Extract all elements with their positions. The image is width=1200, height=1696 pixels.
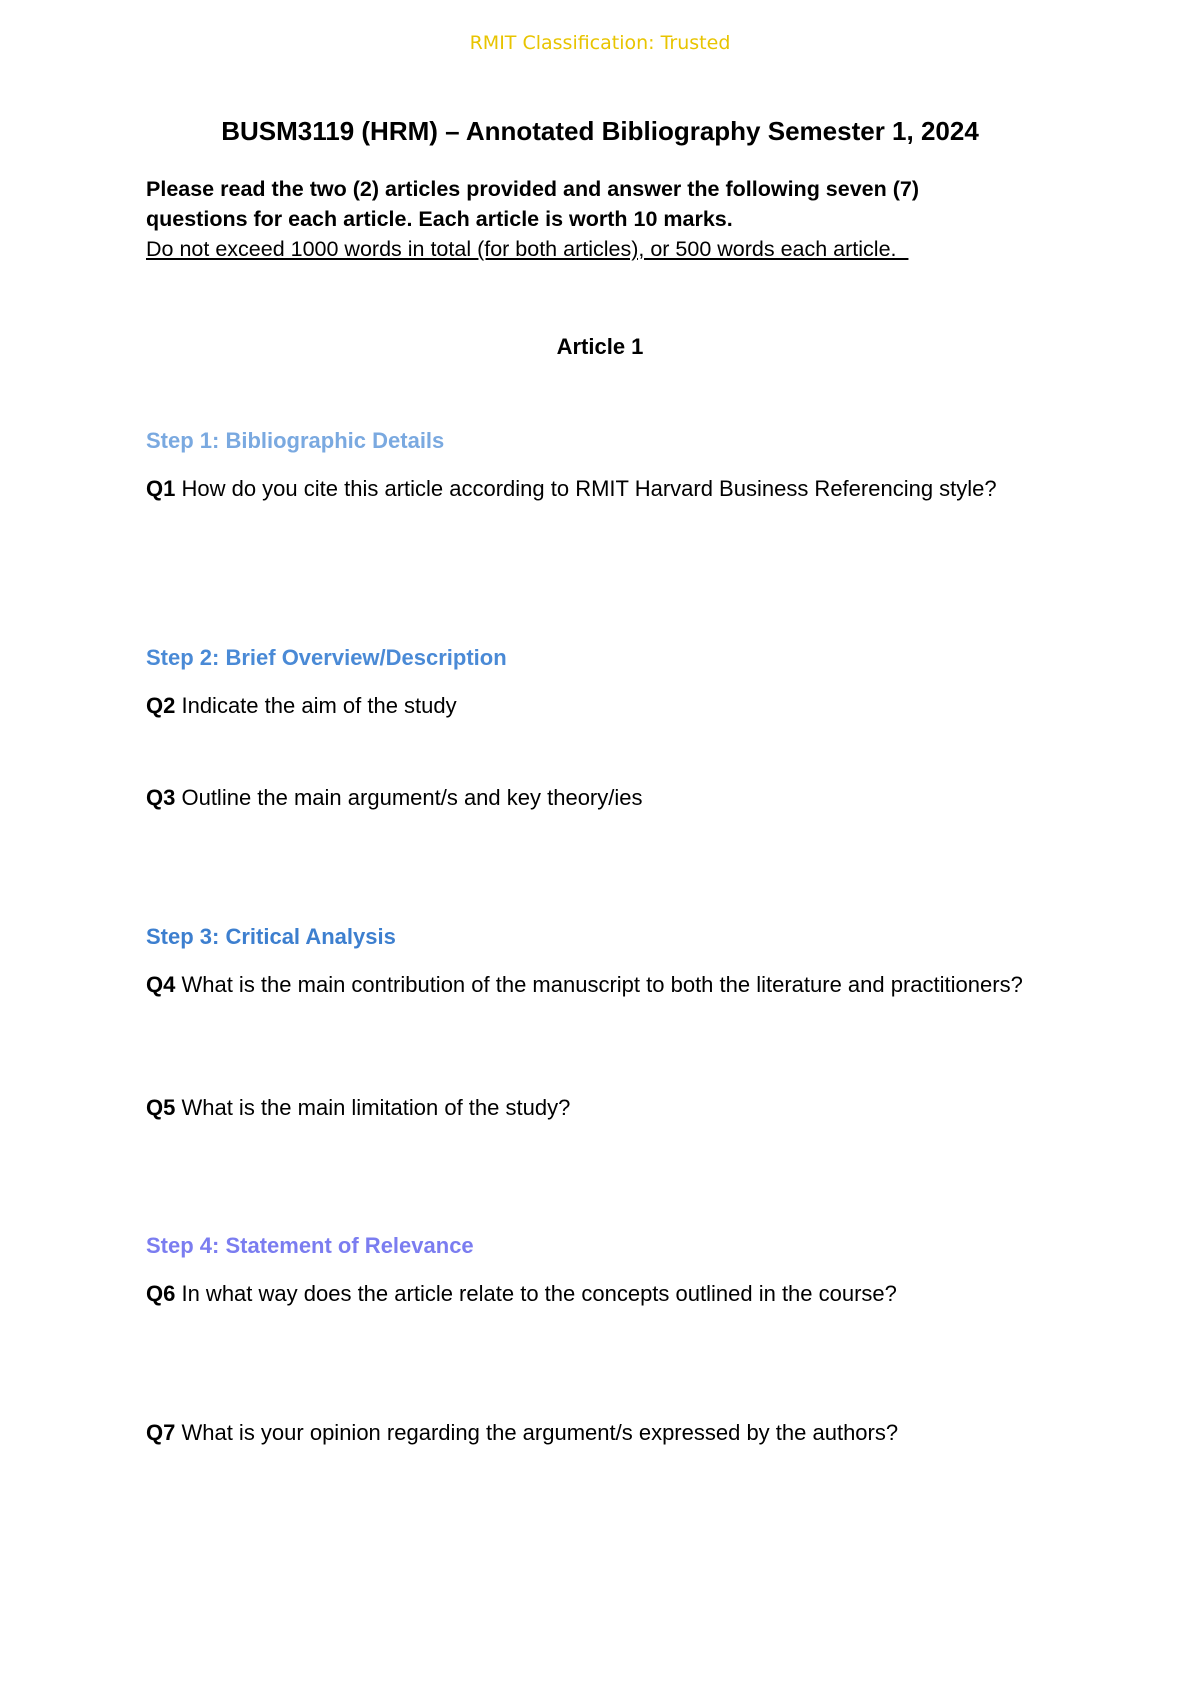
- question-7: [146, 1418, 1046, 1448]
- document-title: BUSM3119 (HRM) – Annotated Bibliography Semester 1, 2024: [221, 116, 979, 146]
- classification-label: RMIT Classification: Trusted: [469, 32, 731, 54]
- question-6: [146, 1279, 1046, 1309]
- question-text: What is your opinion regarding the argument/s expressed by the authors?: [175, 1420, 899, 1445]
- instructions-line-2: questions for each article. Each article is worth 10 marks.: [146, 207, 733, 231]
- question-text: What is the main contribution of the manuscript to both the literature and practitioners?: [175, 972, 1023, 997]
- step-3-heading: Step 3: Critical Analysis: [146, 924, 396, 949]
- question-number: Q2: [146, 693, 176, 718]
- question-3: [146, 783, 1046, 813]
- question-text: Outline the main argument/s and key theory/ies: [175, 785, 643, 810]
- question-2: [146, 691, 1046, 721]
- step-2-heading: Step 2: Brief Overview/Description: [146, 645, 507, 670]
- question-number: Q1: [146, 476, 176, 501]
- step-1-heading: Step 1: Bibliographic Details: [146, 428, 445, 453]
- question-5: [146, 1093, 1046, 1123]
- word-limit-note: Do not exceed 1000 words in total (for both articles), or 500 words each article.: [146, 237, 909, 261]
- instructions-block: [146, 174, 1046, 264]
- question-text: What is the main limitation of the study?: [175, 1095, 571, 1120]
- question-number: Q5: [146, 1095, 176, 1120]
- article-heading: Article 1: [556, 334, 644, 359]
- question-1: [146, 474, 1046, 504]
- question-number: Q3: [146, 785, 176, 810]
- instructions-line-1: Please read the two (2) articles provided and answer the following seven (7): [146, 177, 920, 201]
- question-text: Indicate the aim of the study: [175, 693, 457, 718]
- question-text: How do you cite this article according to RMIT Harvard Business Referencing style?: [175, 476, 997, 501]
- question-number: Q4: [146, 972, 176, 997]
- step-4-heading: Step 4: Statement of Relevance: [146, 1233, 474, 1258]
- question-4: [146, 970, 1046, 1000]
- question-number: Q6: [146, 1281, 176, 1306]
- question-number: Q7: [146, 1420, 176, 1445]
- question-text: In what way does the article relate to the concepts outlined in the course?: [175, 1281, 897, 1306]
